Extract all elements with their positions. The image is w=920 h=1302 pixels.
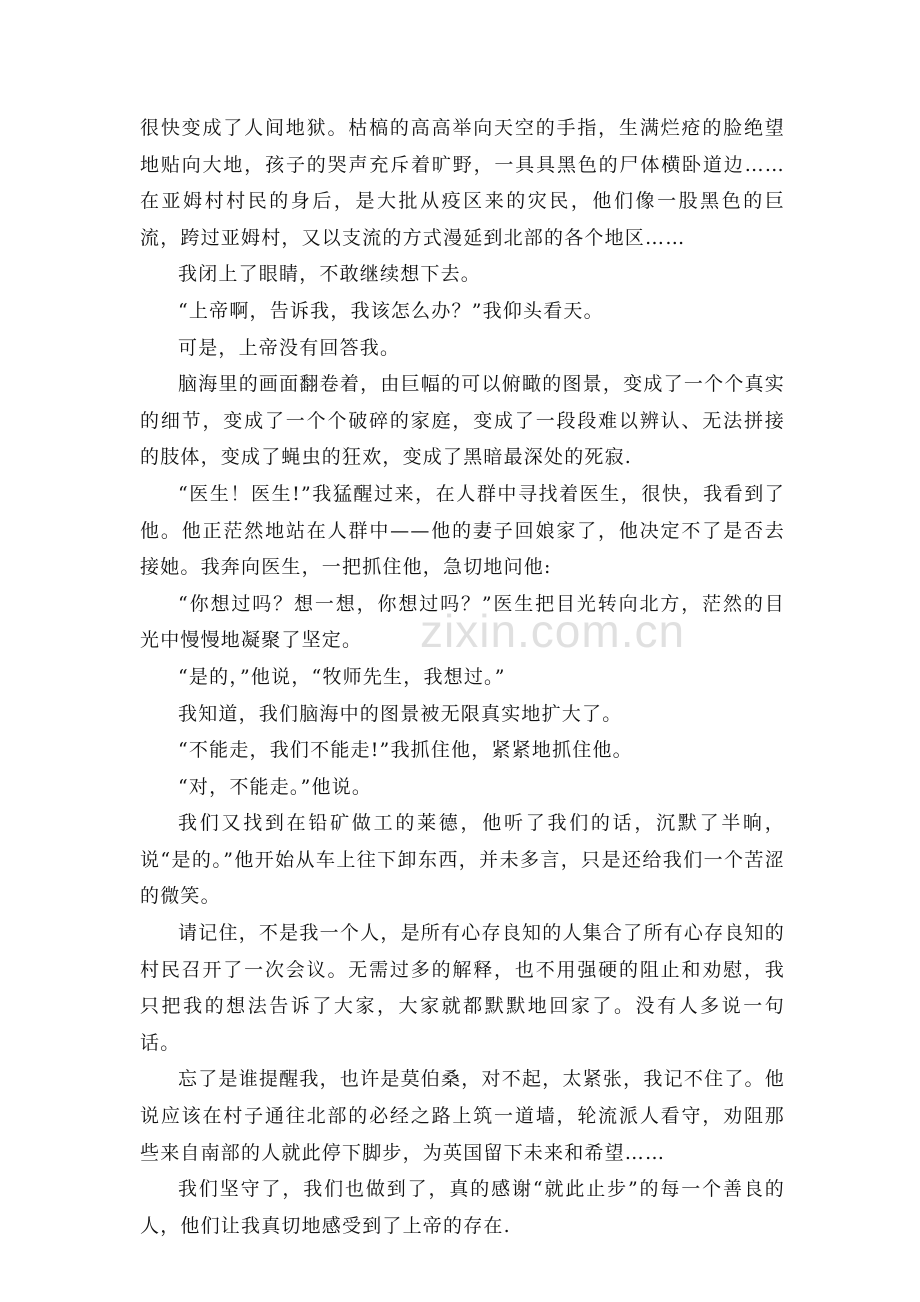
paragraph: “不能走，我们不能走!”我抓住他，紧紧地抓住他。 [178,739,633,762]
article-body [140,110,785,1244]
watermark-text: zixin.com.cn [420,605,686,657]
paragraph: 忘了是谁提醒我，也许是莫伯桑，对不起，太紧张，我记不住了。他说应该在村子通往北部的必经之路上筑一道墙，轮流派人看守，劝阻那些来自南部的人就此停下脚步，为英国留下未来和希望…… [140,1068,785,1164]
paragraph: 我们又找到在铅矿做工的莱德，他听了我们的话，沉默了半晌，说“是的。”他开始从车上往下卸东西，并未多言，只是还给我们一个苦涩的微笑。 [140,812,785,908]
paragraph: 请记住，不是我一个人，是所有心存良知的人集合了所有心存良知的村民召开了一次会议。无需过多的解释，也不用强硬的阻止和劝慰，我只把我的想法告诉了大家，大家就都默默地回家了。没有人多说一句话。 [140,922,785,1054]
paragraph: “对，不能走。”他说。 [178,775,373,798]
paragraph: “是的，”他说，“牧师先生，我想过。” [178,665,506,688]
paragraph: 可是，上帝没有回答我。 [178,336,401,359]
paragraph: 我闭上了眼睛，不敢继续想下去。 [178,263,482,286]
paragraph: 很快变成了人间地狱。枯槁的高高举向天空的手指，生满烂疮的脸绝望地贴向大地，孩子的哭声充斥着旷野，一具具黑色的尸体横卧道边……在亚姆村村民的身后，是大批从疫区来的灾民，他们像一股黑色的巨流，跨过亚姆村，又以支流的方式漫延到北部的各个地区…… [140,117,785,249]
paragraph: “医生！医生!”我猛醒过来，在人群中寻找着医生，很快，我看到了他。他正茫然地站在人群中——他的妻子回娘家了，他决定不了是否去接她。我奔向医生，一把抓住他，急切地问他: [140,482,785,579]
paragraph: 我知道，我们脑海中的图景被无限真实地扩大了。 [178,702,623,725]
paragraph: “你想过吗？想一想，你想过吗？”医生把目光转向北方，茫然的目光中慢慢地凝聚了坚定。 [140,592,785,652]
paragraph: 我们坚守了，我们也做到了，真的感谢“就此止步”的每一个善良的人，他们让我真切地感受到了上帝的存在. [140,1178,785,1237]
paragraph: 脑海里的画面翻卷着，由巨幅的可以俯瞰的图景，变成了一个个真实的细节，变成了一个个破碎的家庭，变成了一段段难以辨认、无法拼接的肢体，变成了蝇虫的狂欢，变成了黑暗最深处的死寂. [140,373,785,469]
paragraph: “上帝啊，告诉我，我该怎么办？”我仰头看天。 [178,299,604,322]
